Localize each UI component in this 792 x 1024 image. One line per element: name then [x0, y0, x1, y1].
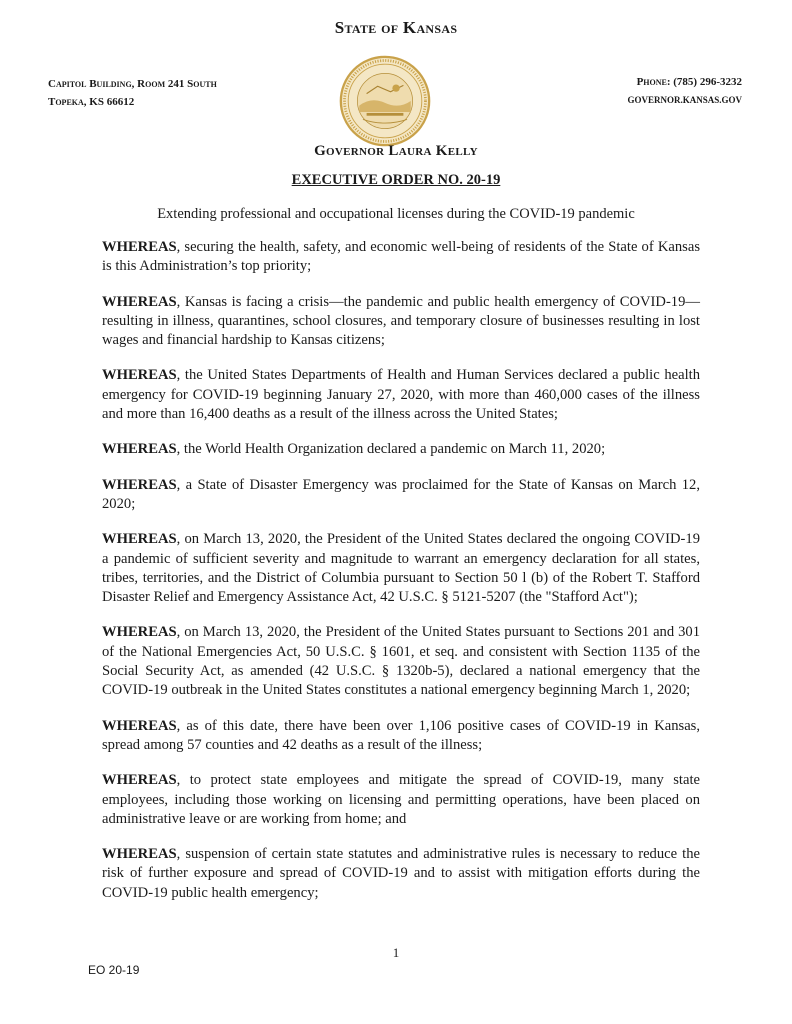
whereas-text: , Kansas is facing a crisis—the pandemic and public health emergency of COVID-19—resulting in illness, quarantines, school closures, and temporary closure of businesses resulting in lost wages and financial hardship to Kansas citizens; [102, 293, 700, 349]
whereas-paragraph [102, 771, 700, 829]
whereas-paragraph [102, 366, 700, 424]
contact-block [627, 73, 742, 109]
whereas-paragraph [102, 845, 700, 903]
whereas-text: , on March 13, 2020, the President of the United States pursuant to Sections 201 and 301 of the National Emergencies Act, 50 U.S.C. § 1601, et seq. and consistent with Section 1135 of the Social Security Act, as amended (42 U.S.C. § 1320b-5), declared a national emergency that the COVID-19 outbreak in the United States constitutes a national emergency beginning March 1, 2020; [102, 624, 700, 699]
state-seal-icon [339, 55, 431, 147]
whereas-text: , the World Health Organization declared a pandemic on March 11, 2020; [176, 441, 606, 458]
whereas-lead: WHEREAS [102, 293, 177, 310]
whereas-text: , to protect state employees and mitigate the spread of COVID-19, many state employees, including those working on licensing and permitting operations, have been placed on administrative leave or are working from home; and [102, 772, 700, 827]
address-line-2: Topeka, KS 66612 [48, 96, 135, 108]
whereas-paragraph [102, 623, 700, 700]
governor-name: Governor Laura Kelly [314, 143, 478, 159]
address-line-1: Capitol Building, Room 241 South [48, 78, 217, 90]
phone-number: Phone: (785) 296-3232 [636, 76, 742, 88]
whereas-text: , securing the health, safety, and economic well-being of residents of the State of Kansas is this Administration’s top priority; [102, 239, 700, 275]
executive-order-title: EXECUTIVE ORDER NO. 20-19 [291, 172, 501, 188]
whereas-paragraph [102, 476, 700, 515]
state-title: State of Kansas [334, 18, 458, 37]
page-number: 1 [392, 945, 400, 960]
whereas-lead: WHEREAS [102, 717, 177, 734]
whereas-paragraph [102, 530, 700, 607]
executive-order-subtitle: Extending professional and occupational licenses during the COVID-19 pandemic [157, 206, 635, 222]
order-body [102, 238, 700, 919]
whereas-lead: WHEREAS [102, 239, 177, 255]
whereas-lead: WHEREAS [102, 441, 177, 458]
whereas-lead: WHEREAS [102, 772, 177, 789]
whereas-text: , a State of Disaster Emergency was proclaimed for the State of Kansas on March 12, 2020; [102, 476, 700, 512]
whereas-lead: WHEREAS [102, 476, 177, 493]
footer-order-code: EO 20-19 [88, 963, 140, 977]
whereas-lead: WHEREAS [102, 367, 177, 384]
whereas-text: , suspension of certain state statutes and administrative rules is necessary to reduce the risk of further exposure and spread of COVID-19 and to assist with mitigation efforts during the COVID-19 public health emergency; [102, 846, 700, 901]
whereas-text: , the United States Departments of Health and Human Services declared a public health emergency for COVID-19 beginning January 27, 2020, with more than 460,000 cases of the illness and more than 16,400 deaths as a result of the illness across the United States; [102, 367, 700, 423]
capitol-address [48, 75, 217, 111]
whereas-lead: WHEREAS [102, 531, 177, 548]
website: GOVERNOR.KANSAS.GOV [627, 95, 742, 105]
whereas-lead: WHEREAS [102, 624, 177, 641]
whereas-paragraph [102, 440, 700, 459]
whereas-paragraph [102, 293, 700, 351]
whereas-paragraph [102, 717, 700, 756]
whereas-text: , on March 13, 2020, the President of the United States declared the ongoing COVID-19 a pandemic of sufficient severity and magnitude to warrant an emergency declaration for all states, tribes, territories, and the District of Columbia pursuant to Section 50 l (b) of the Robert T. Stafford Disaster Relief and Emergency Assistance Act, 42 U.S.C. § 5121-5207 (the "Stafford Act"); [102, 531, 700, 606]
whereas-text: , as of this date, there have been over 1,106 positive cases of COVID-19 in Kansas, spread among 57 counties and 42 deaths as a result of the illness; [102, 717, 700, 753]
whereas-lead: WHEREAS [102, 846, 177, 863]
whereas-paragraph [102, 238, 700, 277]
